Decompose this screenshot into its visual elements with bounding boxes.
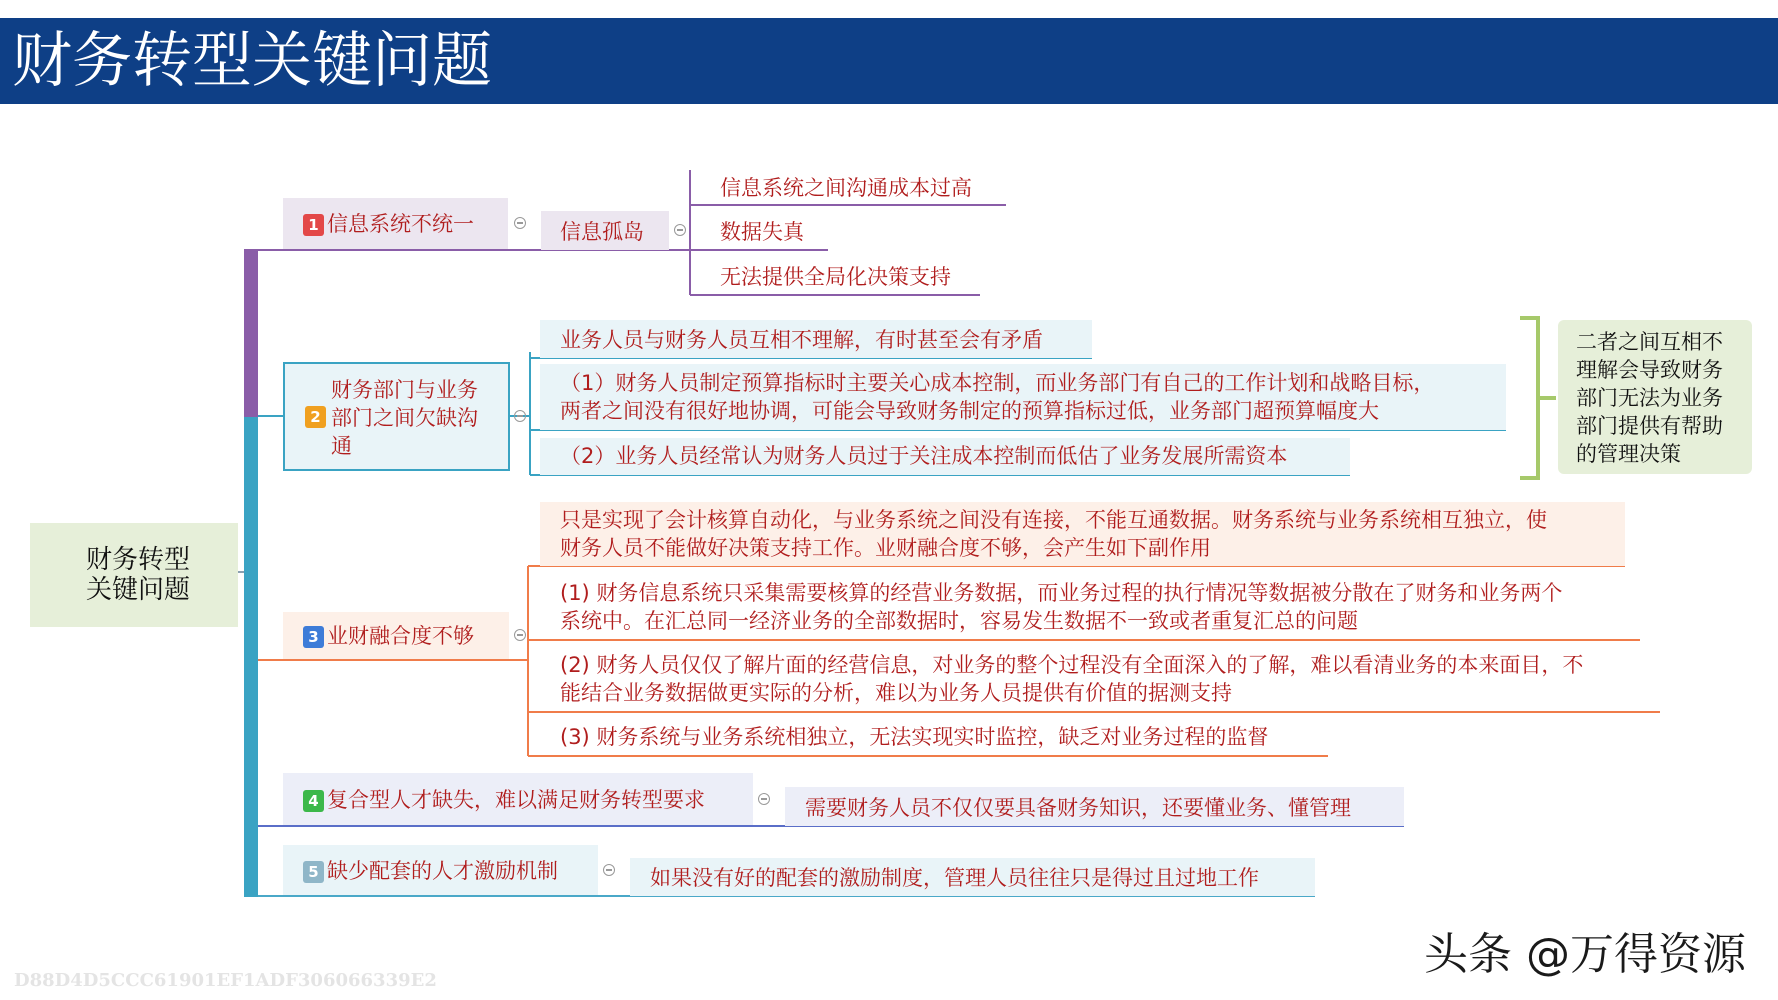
- branch-3-leaf-1: 只是实现了会计核算自动化，与业务系统之间没有连接，不能互通数据。财务系统与业务系统相互独立，使 财务人员不能做好决策支持工作。业财融合度不够，会产生如下副作用: [560, 508, 1547, 560]
- branch-5-number-badge: 5: [303, 861, 324, 883]
- branch-3-label: 业财融合度不够: [327, 624, 474, 648]
- branch-5-collapse-icon[interactable]: [603, 864, 615, 876]
- branch-4-number-badge: 4: [303, 790, 324, 812]
- branch-3-number-badge: 3: [303, 626, 324, 648]
- watermark-code: D88D4D5CCC61901EF1ADF306066339E2: [14, 970, 437, 991]
- branch-4-leaf-1: 需要财务人员不仅仅要具备财务知识，还要懂业务、懂管理: [805, 796, 1351, 820]
- branch-1-label: 信息系统不统一: [327, 212, 474, 236]
- page-title: 财务转型关键问题: [12, 26, 492, 96]
- branch-1-leaf-2[interactable]: 数据失真: [720, 220, 804, 244]
- branch-2-leaf-1: 业务人员与财务人员互相不理解，有时甚至会有矛盾: [560, 328, 1043, 352]
- branch-2-number-badge: 2: [305, 406, 326, 428]
- branch-1-leaf-1[interactable]: 信息系统之间沟通成本过高: [720, 176, 972, 200]
- branch-3-title: [303, 622, 474, 650]
- branch-3-leaf-4[interactable]: (3) 财务系统与业务系统相独立，无法实现实时监控，缺乏对业务过程的监督: [560, 725, 1269, 749]
- branch-2-collapse-icon[interactable]: [514, 410, 526, 422]
- branch-4-title: [303, 786, 705, 814]
- branch-2-leaf-3: （2）业务人员经常认为财务人员过于关注成本控制而低估了业务发展所需资本: [560, 444, 1288, 468]
- summary-label: 二者之间互相不 理解会导致财务 部门无法为业务 部门提供有帮助 的管理决策: [1576, 330, 1723, 466]
- branch-5-leaf-1: 如果没有好的配套的激励制度，管理人员往往只是得过且过地工作: [650, 866, 1259, 890]
- branch-1-title: [303, 210, 474, 238]
- branch-1-number-badge: 1: [303, 214, 324, 236]
- branch-2-leaf-2: （1）财务人员制定预算指标时主要关心成本控制，而业务部门有自己的工作计划和战略目标， 两者之间没有很好地协调，可能会导致财务制定的预算指标过低，业务部门超预算幅度大: [560, 371, 1435, 423]
- branch-3-collapse-icon[interactable]: [514, 629, 526, 641]
- branch-5-title: [303, 857, 558, 885]
- branch-5-label: 缺少配套的人才激励机制: [327, 859, 558, 883]
- branch-1-sub-label: 信息孤岛: [560, 220, 644, 244]
- branch-3-leaf-2[interactable]: (1) 财务信息系统只采集需要核算的经营业务数据，而业务过程的执行情况等数据被分散在了财务和业务两个 系统中。在汇总同一经济业务的全部数据时，容易发生数据不一致或者重复汇总的问题: [560, 581, 1563, 633]
- watermark-brand: 头条 @万得资源: [1424, 929, 1746, 980]
- branch-1-leaf-3[interactable]: 无法提供全局化决策支持: [720, 265, 951, 289]
- branch-1-collapse-icon[interactable]: [514, 217, 526, 229]
- root-label: 财务转型 关键问题: [85, 545, 190, 605]
- branch-1-sub-collapse-icon[interactable]: [674, 224, 686, 236]
- branch-3-leaf-3[interactable]: (2) 财务人员仅仅了解片面的经营信息，对业务的整个过程没有全面深入的了解，难以看清业务的本来面目，不 能结合业务数据做更实际的分析，难以为业务人员提供有价值的据测支持: [560, 653, 1584, 705]
- branch-4-collapse-icon[interactable]: [758, 793, 770, 805]
- branch-2-label: 财务部门与业务 部门之间欠缺沟 通: [331, 378, 478, 458]
- branch-4-label: 复合型人才缺失，难以满足财务转型要求: [327, 788, 705, 812]
